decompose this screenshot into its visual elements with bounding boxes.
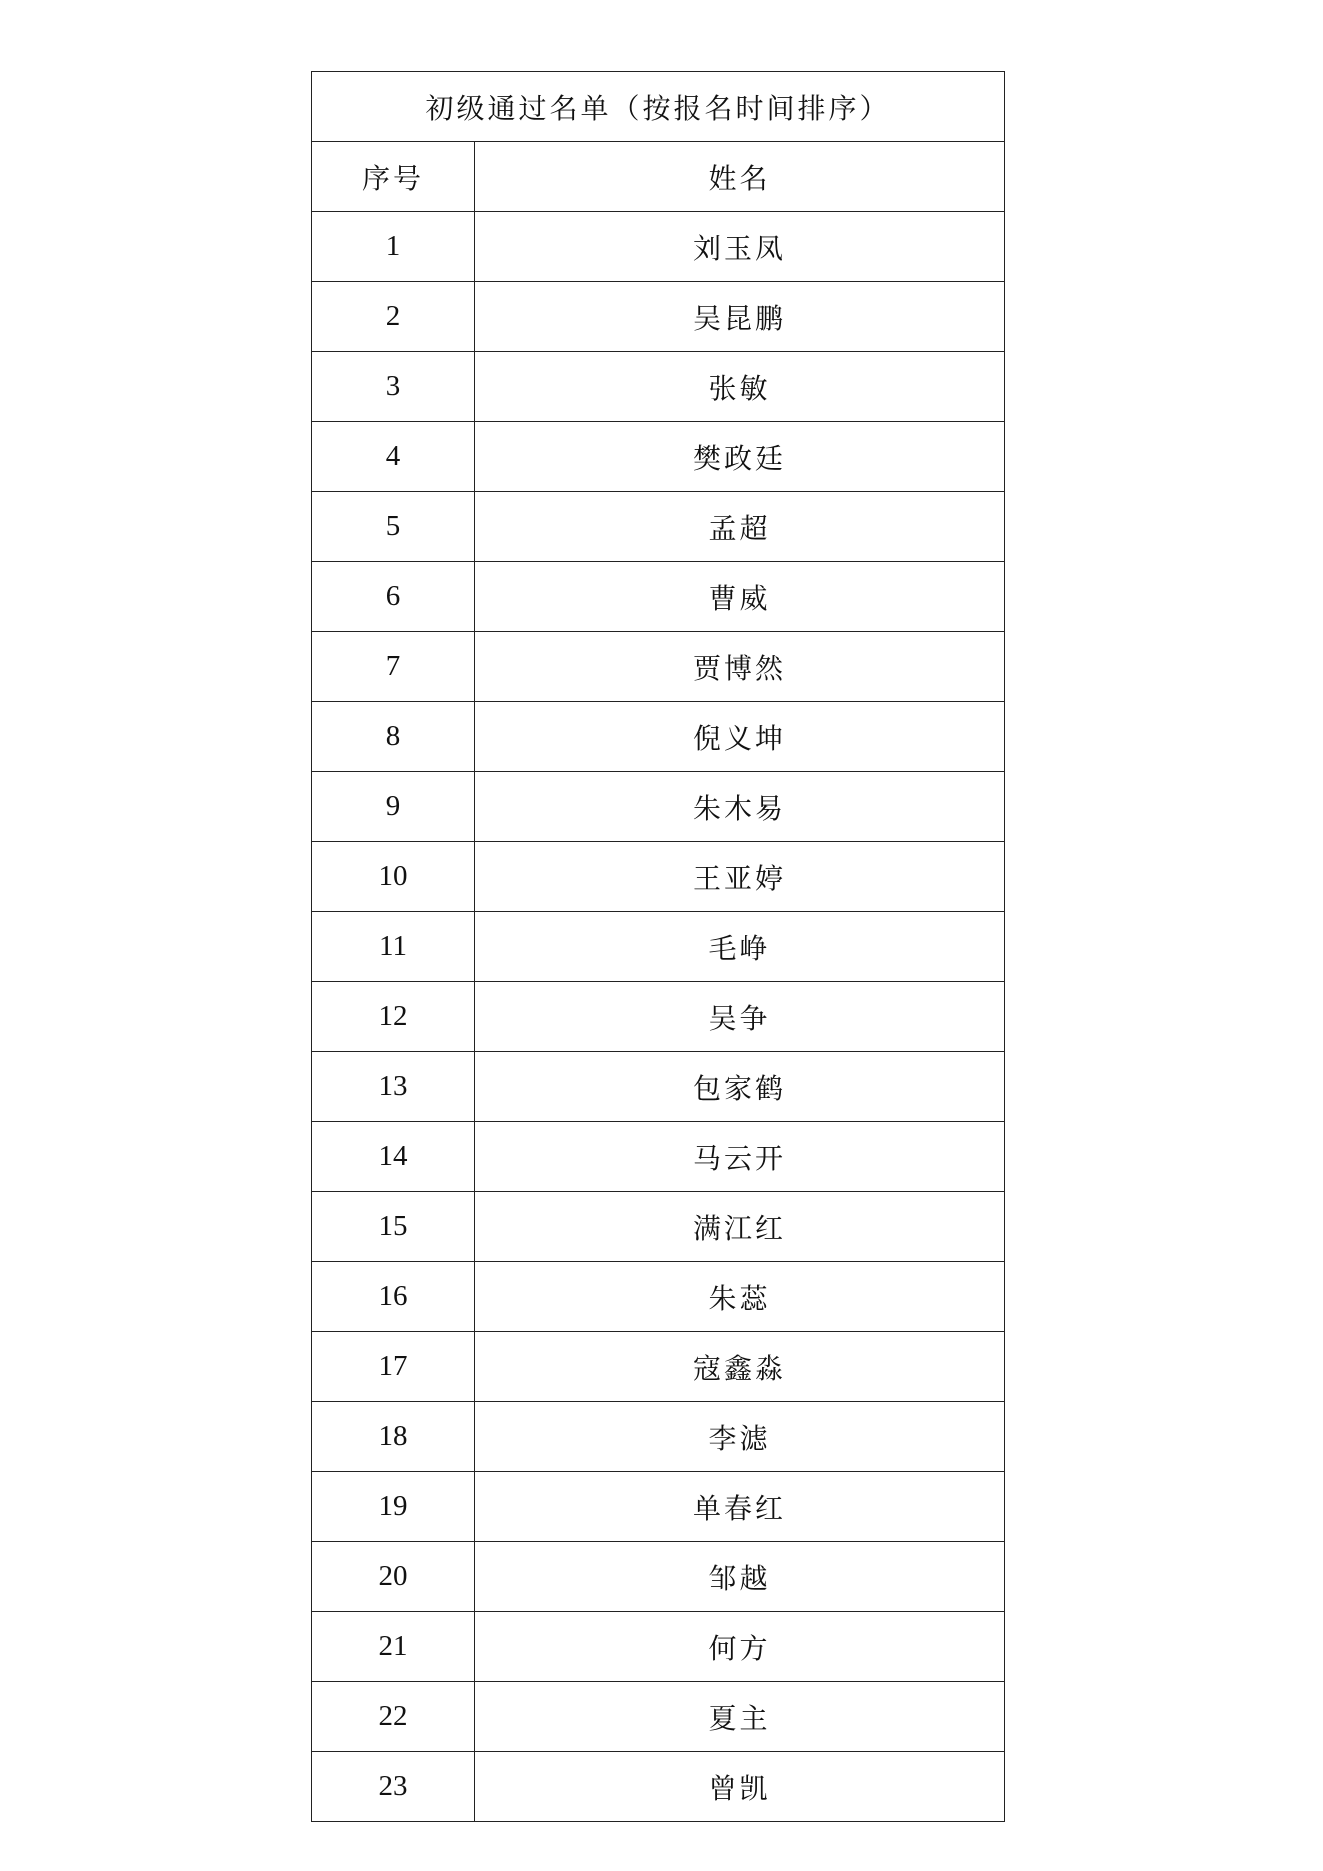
row-index: 18: [312, 1402, 475, 1472]
row-name: 刘玉凤: [475, 212, 1005, 282]
table-row: [312, 772, 1005, 842]
table-row: [312, 282, 1005, 352]
row-index: 3: [312, 352, 475, 422]
table-row: [312, 492, 1005, 562]
row-index: 2: [312, 282, 475, 352]
table-row: [312, 1052, 1005, 1122]
row-name: 马云开: [475, 1122, 1005, 1192]
row-index: 20: [312, 1542, 475, 1612]
row-name: 李滤: [475, 1402, 1005, 1472]
row-index: 10: [312, 842, 475, 912]
table-row: [312, 1262, 1005, 1332]
table-row: [312, 1542, 1005, 1612]
name-list-table: [311, 71, 1005, 1822]
row-name: 吴争: [475, 982, 1005, 1052]
row-index: 17: [312, 1332, 475, 1402]
row-index: 21: [312, 1612, 475, 1682]
table-row: [312, 632, 1005, 702]
row-name: 何方: [475, 1612, 1005, 1682]
row-index: 8: [312, 702, 475, 772]
table-row: [312, 1612, 1005, 1682]
row-name: 曹威: [475, 562, 1005, 632]
row-index: 14: [312, 1122, 475, 1192]
row-name: 孟超: [475, 492, 1005, 562]
table-row: [312, 912, 1005, 982]
table-row: [312, 1752, 1005, 1822]
row-name: 朱蕊: [475, 1262, 1005, 1332]
table-row: [312, 1402, 1005, 1472]
table-header-row: [312, 142, 1005, 212]
row-index: 1: [312, 212, 475, 282]
row-name: 倪义坤: [475, 702, 1005, 772]
row-name: 毛峥: [475, 912, 1005, 982]
row-index: 4: [312, 422, 475, 492]
row-name: 张敏: [475, 352, 1005, 422]
row-name: 包家鹤: [475, 1052, 1005, 1122]
row-name: 朱木易: [475, 772, 1005, 842]
row-index: 9: [312, 772, 475, 842]
row-name: 满江红: [475, 1192, 1005, 1262]
table-row: [312, 422, 1005, 492]
row-index: 6: [312, 562, 475, 632]
table-row: [312, 562, 1005, 632]
row-name: 邹越: [475, 1542, 1005, 1612]
row-index: 19: [312, 1472, 475, 1542]
table-row: [312, 1472, 1005, 1542]
table-title: 初级通过名单（按报名时间排序）: [312, 72, 1005, 142]
row-name: 贾博然: [475, 632, 1005, 702]
row-name: 单春红: [475, 1472, 1005, 1542]
table-row: [312, 1332, 1005, 1402]
table-row: [312, 1122, 1005, 1192]
row-index: 23: [312, 1752, 475, 1822]
row-index: 5: [312, 492, 475, 562]
row-index: 15: [312, 1192, 475, 1262]
table-row: [312, 982, 1005, 1052]
row-index: 13: [312, 1052, 475, 1122]
row-name: 吴昆鹏: [475, 282, 1005, 352]
header-index: 序号: [312, 142, 475, 212]
row-index: 16: [312, 1262, 475, 1332]
row-name: 樊政廷: [475, 422, 1005, 492]
table-row: [312, 1192, 1005, 1262]
table-row: [312, 352, 1005, 422]
row-name: 寇鑫淼: [475, 1332, 1005, 1402]
row-index: 12: [312, 982, 475, 1052]
table-title-row: [312, 72, 1005, 142]
table-row: [312, 702, 1005, 772]
row-name: 夏主: [475, 1682, 1005, 1752]
table-row: [312, 212, 1005, 282]
row-name: 王亚婷: [475, 842, 1005, 912]
table-row: [312, 842, 1005, 912]
table-row: [312, 1682, 1005, 1752]
header-name: 姓名: [475, 142, 1005, 212]
row-index: 7: [312, 632, 475, 702]
row-index: 11: [312, 912, 475, 982]
row-index: 22: [312, 1682, 475, 1752]
row-name: 曾凯: [475, 1752, 1005, 1822]
